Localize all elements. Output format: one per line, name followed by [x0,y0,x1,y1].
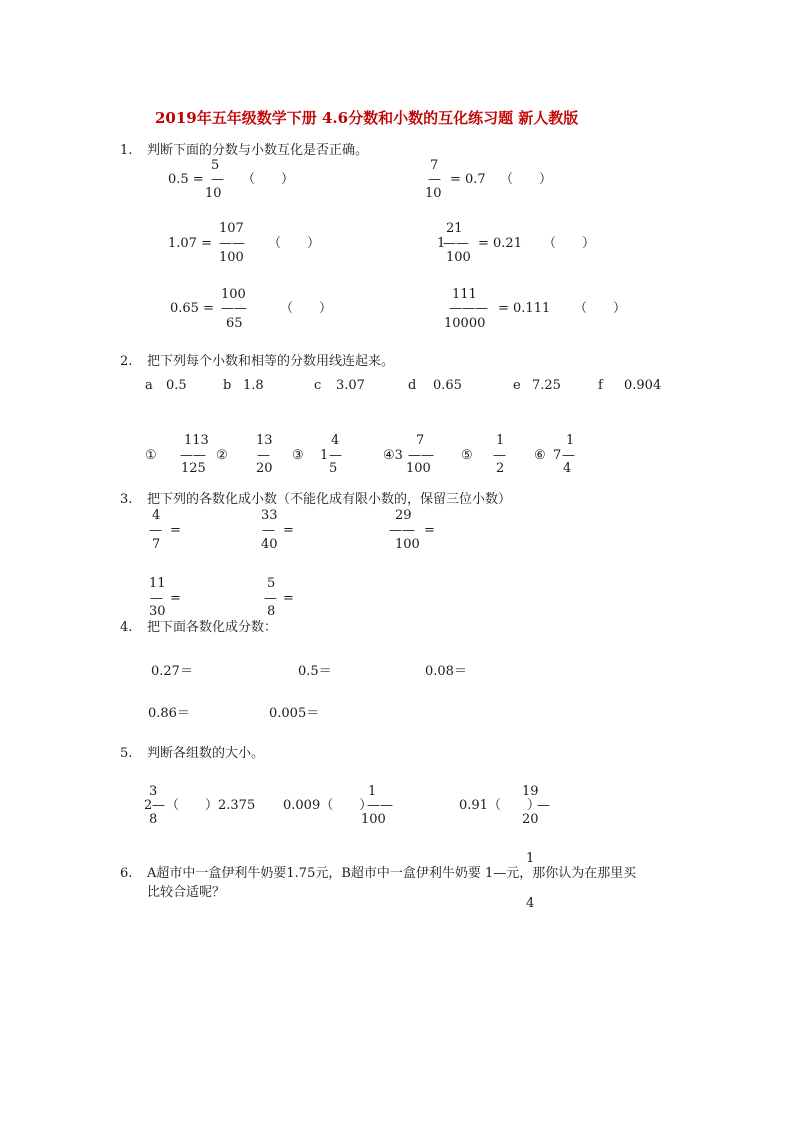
q5-g2-pre: 0.009（ ） [283,798,373,813]
q2-frac6-den: 4 [563,461,572,476]
q2-frac6-num: 1 [566,433,575,448]
q2-frac2-den: 20 [256,461,273,476]
q2-decimal-f-letter: f [598,378,603,393]
q3-item2-num: 33 [261,508,278,523]
q1-item3-left: 1.07 = [168,236,212,251]
q3-item1-eq: = [170,523,181,538]
q2-frac6-bar: — [562,448,575,463]
q2-frac5-bar: — [493,448,506,463]
q5-text: 判断各组数的大小。 [147,746,265,761]
q1-item2-num: 7 [430,158,439,173]
q1-item6-den: 10000 [444,316,486,331]
q3-item4-den: 30 [149,604,166,619]
q3-item5-den: 8 [267,604,276,619]
q5-g2-den: 100 [361,812,386,827]
q3-item2-eq: = [283,523,294,538]
q1-item6-bar: ——— [449,301,488,316]
q5-g1-whole: 2 [144,798,153,813]
q1-item3-den: 100 [219,250,244,265]
q1-item1-num: 5 [211,158,220,173]
q1-item1-left: 0.5 = [168,172,204,187]
q2-frac1-den: 125 [181,461,206,476]
q3-item3-num: 29 [395,508,412,523]
q2-frac5-mark: ⑤ [461,448,473,463]
q3-item5-bar: — [264,591,277,606]
q1-item5-den: 65 [226,316,243,331]
q2-frac2-bar: — [257,448,270,463]
q6-frac-num: 1 [526,851,535,866]
q3-item4-num: 11 [149,576,166,591]
page-title: 2019年五年级数学下册 4.6分数和小数的互化练习题 新人教版 [155,109,579,127]
q2-frac4-den: 100 [406,461,431,476]
q1-item5-bar: —— [221,301,247,316]
q1-item5-num: 100 [221,287,246,302]
q1-item2-den: 10 [425,186,442,201]
q3-text: 把下列的各数化成小数（不能化成有限小数的，保留三位小数） [147,492,512,507]
q2-frac3-den: 5 [329,461,338,476]
q5-g3-num: 19 [522,784,539,799]
q4-item1: 0.27＝ [151,664,193,679]
q1-number: 1. [120,143,133,158]
q3-item4-eq: = [170,591,181,606]
q1-item2-paren: （ ） [500,172,553,187]
q3-item2-bar: — [262,523,275,538]
q4-item4: 0.86＝ [148,706,190,721]
q2-frac3-whole: 1 [320,448,329,463]
q4-item5: 0.005＝ [269,706,320,721]
q2-frac3-bar: — [329,448,342,463]
q1-item1-bar: — [211,172,224,187]
q1-item1-paren: （ ） [242,172,295,187]
q2-frac3-num: 4 [331,433,340,448]
q3-item5-eq: = [283,591,294,606]
q5-g2-bar: —— [367,798,393,813]
q3-number: 3. [120,492,133,507]
q1-item4-den: 100 [446,250,471,265]
q5-g3-den: 20 [522,812,539,827]
q3-item1-den: 7 [152,537,161,552]
q3-item1-num: 4 [152,508,161,523]
q2-decimal-c-value: 3.07 [336,378,365,393]
q2-frac1-bar: —— [180,448,206,463]
q3-item4-bar: — [150,591,163,606]
q2-decimal-e-letter: e [513,378,521,393]
q5-g1-num: 3 [149,784,158,799]
q2-frac2-mark: ② [216,448,228,463]
q2-frac6-mark: ⑥ [534,448,546,463]
q1-item5-paren: （ ） [280,301,333,316]
q1-item4-right: = 0.21 [478,236,522,251]
q2-decimal-c-letter: c [314,378,322,393]
q1-item2-right: = 0.7 [450,172,486,187]
q4-item3: 0.08＝ [425,664,467,679]
q2-decimal-f-value: 0.904 [624,378,662,393]
q2-frac5-den: 2 [496,461,505,476]
q3-item5-num: 5 [267,576,276,591]
q6-number: 6. [120,866,133,881]
q1-item6-num: 111 [452,287,477,302]
q3-item3-eq: = [424,523,435,538]
q2-frac4-bar: —— [408,448,434,463]
q2-frac6-whole: 7 [553,448,562,463]
q2-decimal-b-value: 1.8 [243,378,264,393]
q1-item6-paren: （ ） [574,301,627,316]
q5-g1-den: 8 [149,812,158,827]
q1-item2-bar: — [428,172,441,187]
q5-number: 5. [120,746,133,761]
q2-frac4-mark: ④3 [383,448,403,463]
q2-number: 2. [120,354,133,369]
q2-frac2-num: 13 [256,433,273,448]
q6-line1: A超市中一盒伊利牛奶要1.75元，B超市中一盒伊利牛奶要 1—元，那你认为在那里买 [147,866,637,881]
q2-frac3-mark: ③ [292,448,304,463]
q2-decimal-d-letter: d [408,378,417,393]
q2-frac1-mark: ① [145,448,157,463]
q1-item4-paren: （ ） [543,236,596,251]
q3-item1-bar: — [149,523,162,538]
q3-item3-den: 100 [395,537,420,552]
q1-item6-right: = 0.111 [498,301,551,316]
q1-item5-left: 0.65 = [170,301,214,316]
q3-item3-bar: —— [389,523,415,538]
q2-decimal-a-letter: a [145,378,153,393]
q2-frac4-num: 7 [416,433,425,448]
q3-item2-den: 40 [261,537,278,552]
q1-item3-num: 107 [219,221,244,236]
q4-text: 把下面各数化成分数： [147,620,278,635]
q6-line2: 比较合适呢？ [147,885,226,900]
q5-g1-bar: — [152,798,165,813]
q1-item4-bar: —— [443,236,469,251]
q1-item4-num: 21 [446,221,463,236]
q4-number: 4. [120,620,133,635]
q5-g2-num: 1 [368,784,377,799]
q5-g3-bar: — [537,798,550,813]
q2-decimal-e-value: 7.25 [532,378,561,393]
q6-frac-den: 4 [526,896,535,911]
q2-text: 把下列每个小数和相等的分数用线连起来。 [147,354,395,369]
q2-frac1-num: 113 [184,433,209,448]
q1-item3-bar: —— [219,236,245,251]
q5-g1-rest: （ ）2.375 [166,798,256,813]
q2-decimal-a-value: 0.5 [166,378,187,393]
q1-item3-paren: （ ） [268,236,321,251]
q2-decimal-b-letter: b [223,378,232,393]
q1-item1-den: 10 [205,186,222,201]
q2-frac5-num: 1 [496,433,505,448]
q1-item4-whole: 1 [437,236,446,251]
q5-g3-pre: 0.91（ ） [459,798,540,813]
q1-text: 判断下面的分数与小数互化是否正确。 [147,143,369,158]
q2-decimal-d-value: 0.65 [433,378,462,393]
q4-item2: 0.5＝ [298,664,332,679]
